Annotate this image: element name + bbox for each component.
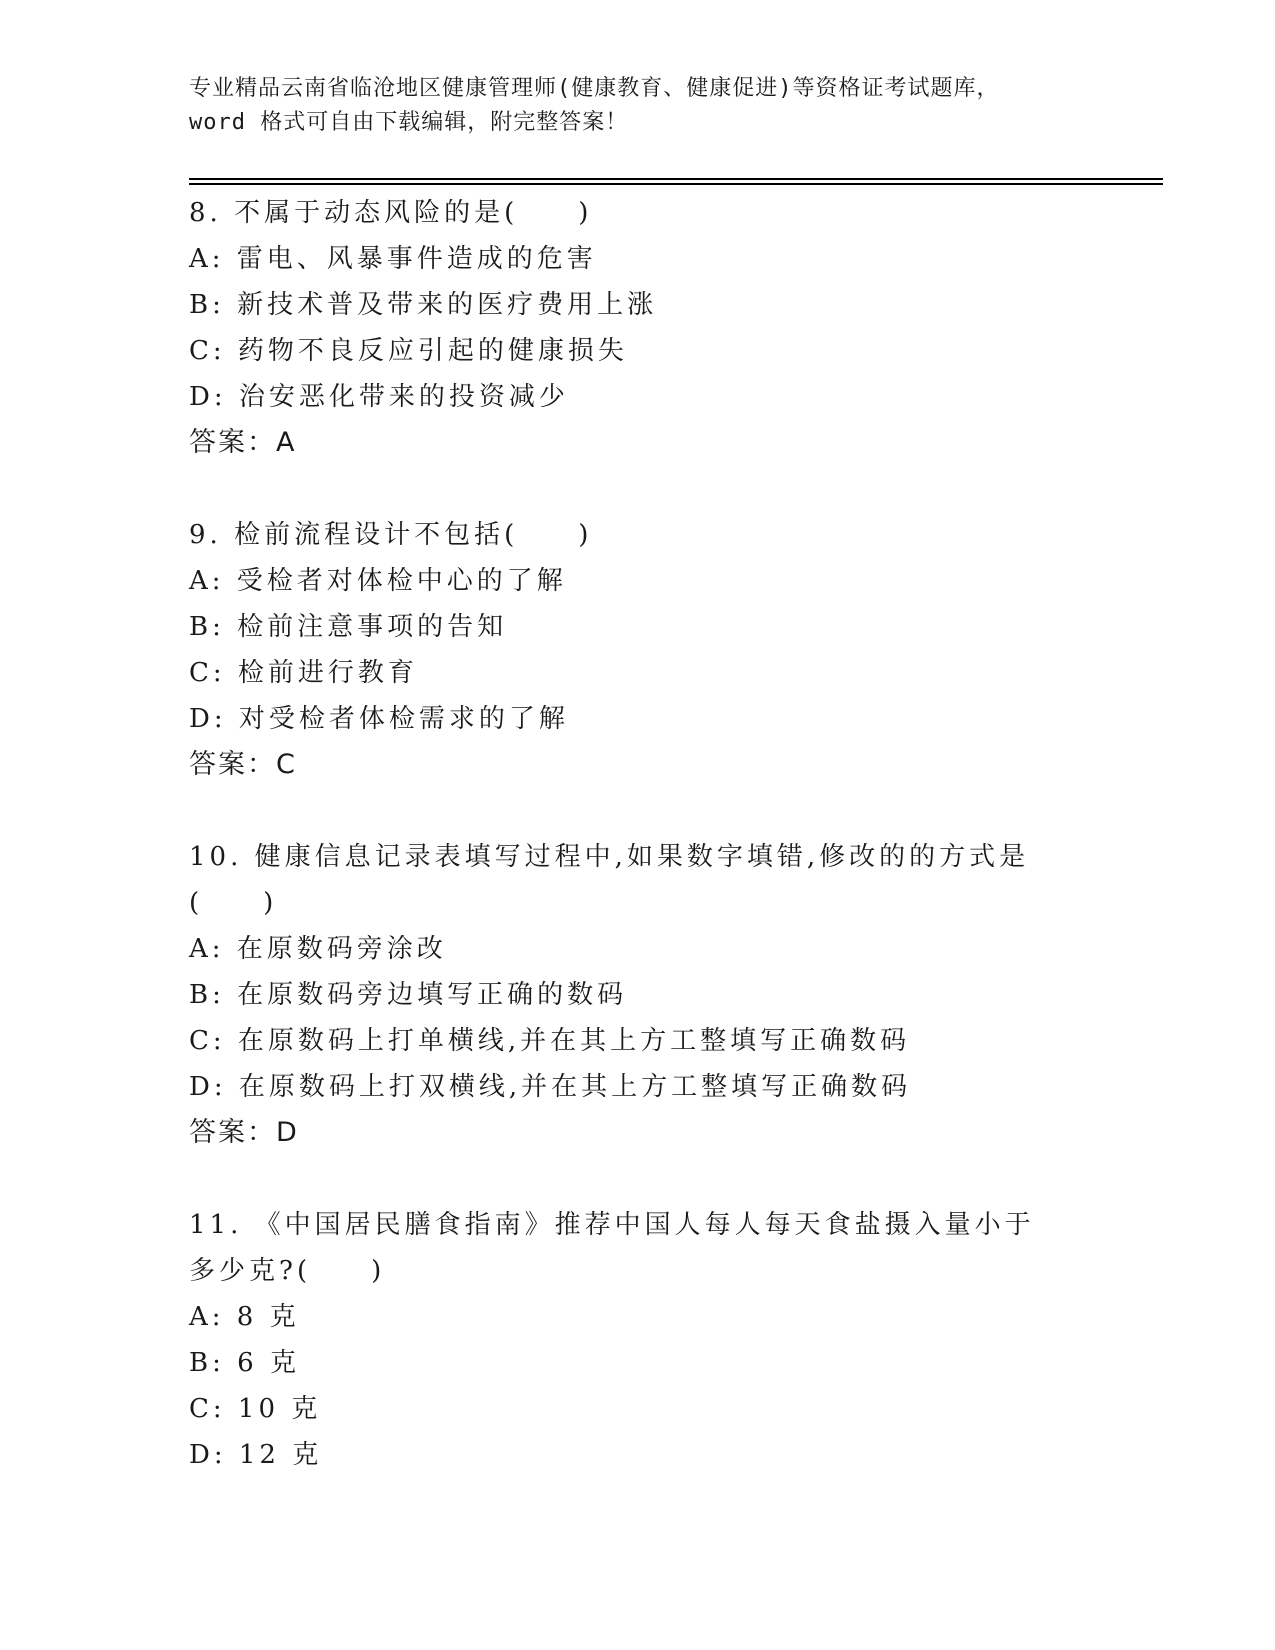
option-c: C: 检前进行教育 [189,658,418,688]
header-divider-bottom [189,183,1163,185]
question-10 [189,834,1089,1156]
option-b: B: 6 克 [189,1348,300,1378]
question-8 [189,190,1089,466]
header-line-1: 专业精品云南省临沧地区健康管理师(健康教育、健康促进)等资格证考试题库， [189,76,1000,101]
option-b: B: 新技术普及带来的医疗费用上涨 [189,290,658,320]
answer-label: 答案：A [189,427,297,458]
option-d: D: 12 克 [189,1440,323,1470]
question-list [189,190,1089,1524]
option-b: B: 在原数码旁边填写正确的数码 [189,980,628,1010]
option-a: A: 受检者对体检中心的了解 [189,566,567,596]
option-c: C: 在原数码上打单横线,并在其上方工整填写正确数码 [189,1026,911,1056]
question-stem: 11. 《中国居民膳食指南》推荐中国人每人每天食盐摄入量小于多少克?( ) [189,1210,1035,1286]
question-9 [189,512,1089,788]
option-d: D: 治安恶化带来的投资减少 [189,382,569,412]
document-header [189,72,1169,140]
question-stem: 9. 检前流程设计不包括( ) [189,520,593,550]
answer-label: 答案：D [189,1117,299,1148]
option-d: D: 在原数码上打双横线,并在其上方工整填写正确数码 [189,1072,912,1102]
question-11 [189,1202,1089,1478]
option-c: C: 药物不良反应引起的健康损失 [189,336,628,366]
option-a: A: 在原数码旁涂改 [189,934,447,964]
option-b: B: 检前注意事项的告知 [189,612,508,642]
option-a: A: 雷电、风暴事件造成的危害 [189,244,597,274]
option-c: C: 10 克 [189,1394,322,1424]
option-d: D: 对受检者体检需求的了解 [189,704,569,734]
header-line-2: word 格式可自由下载编辑，附完整答案！ [189,110,629,135]
answer-label: 答案：C [189,749,297,780]
question-stem: 10. 健康信息记录表填写过程中,如果数字填错,修改的的方式是( ) [189,842,1030,918]
question-stem: 8. 不属于动态风险的是( ) [189,198,593,228]
header-divider-top [189,178,1163,180]
option-a: A: 8 克 [189,1302,300,1332]
